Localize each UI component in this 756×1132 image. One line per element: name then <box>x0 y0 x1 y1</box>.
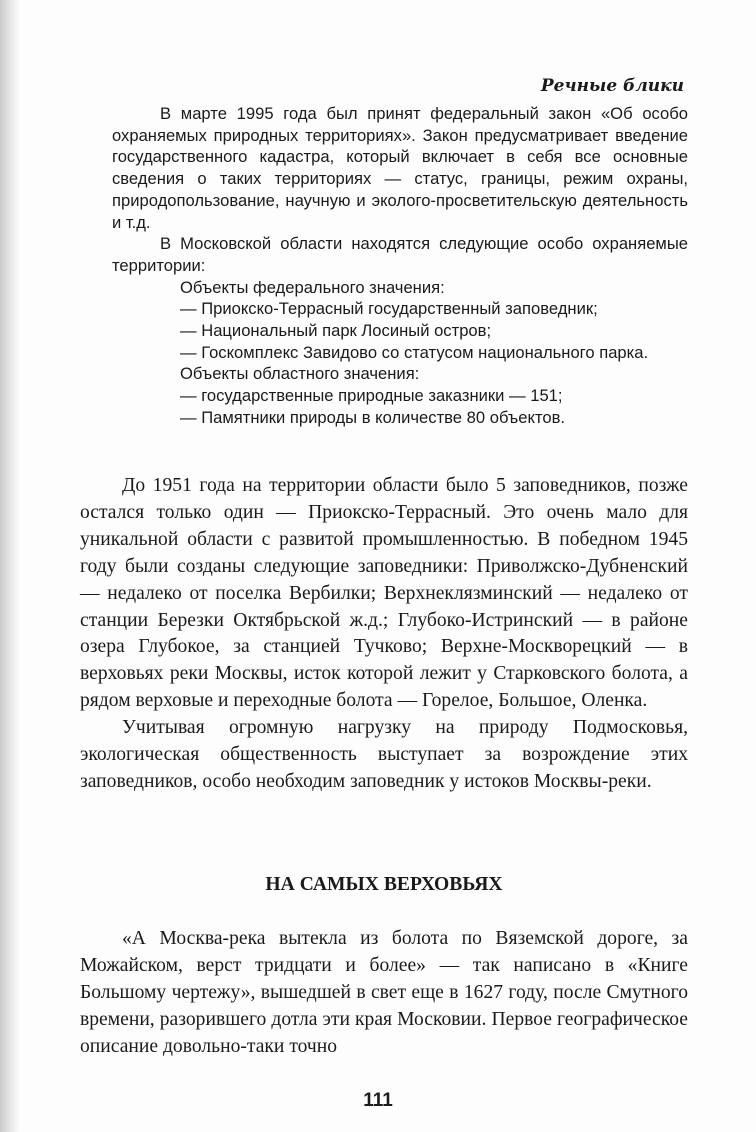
section-heading: НА САМЫХ ВЕРХОВЬЯХ <box>265 874 503 895</box>
body-paragraph: Учитывая огромную нагрузку на природу Подмосковья, экологическая общественность выступает за возрождение этих заповедников, особо необходим заповедник у истоков Москвы-реки. <box>80 717 688 792</box>
sidebar-paragraph: В марте 1995 года был принят федеральный закон «Об особо охраняемых природных территориях». Закон предусматривает введение государственного кадастра, который включает в себя все основные сведения о таких территориях — статус, границы, режим охраны, природопользование, научную и эколого-просветительскую деятельность и т.д. <box>112 104 688 232</box>
body-paragraph: До 1951 года на территории области было 5 заповедников, позже остался только один — Приокско-Террасный. Это очень мало для уникальной области с развитой промышленностью. В победном 1945 году были созданы следующие заповедники: Приволжско-Дубненский — недалеко от поселка Вербилки; Верхнеклязминский — недалеко от станции Березки Октябрьской ж.д.; Глубоко-Истринский — в районе озера Глубокое, за станцией Тучково; Верхне-Москворецкий — в верховьях реки Москвы, исток которой лежит у Старковского болота, а рядом верховые и переходные болота — Горелое, Большое, Оленка. <box>80 475 688 712</box>
main-text <box>80 473 688 796</box>
sidebar-box <box>112 103 688 429</box>
list-item: — Приокско-Террасный государственный заповедник; <box>180 299 598 319</box>
federal-heading: Объекты федерального значения: <box>180 277 445 297</box>
body-paragraph: «А Москва-река вытекла из болота по Вяземской дороге, за Можайском, верст тридцати и более» — так написано в «Книге Большому чертежу», вышедшей в свет еще в 1627 году, после Смутного времени, разорившего дотла эти края Московии. Первое географическое описание довольно-таки точно <box>80 928 688 1057</box>
list-item: — Национальный парк Лосиный остров; <box>180 321 492 341</box>
section-text <box>80 926 688 1061</box>
scan-shadow-edge <box>0 0 20 1132</box>
list-item: — государственные природные заказники — 151; <box>180 386 563 406</box>
regional-heading: Объекты областного значения: <box>180 364 420 384</box>
sidebar-paragraph: В Московской области находятся следующие особо охраняемые территории: <box>112 234 688 275</box>
page-number: 111 <box>363 1090 393 1111</box>
list-item: — Госкомплекс Завидово со статусом национального парка. <box>180 342 649 362</box>
running-head: Речные блики <box>540 76 684 96</box>
list-item: — Памятники природы в количестве 80 объектов. <box>180 407 566 427</box>
